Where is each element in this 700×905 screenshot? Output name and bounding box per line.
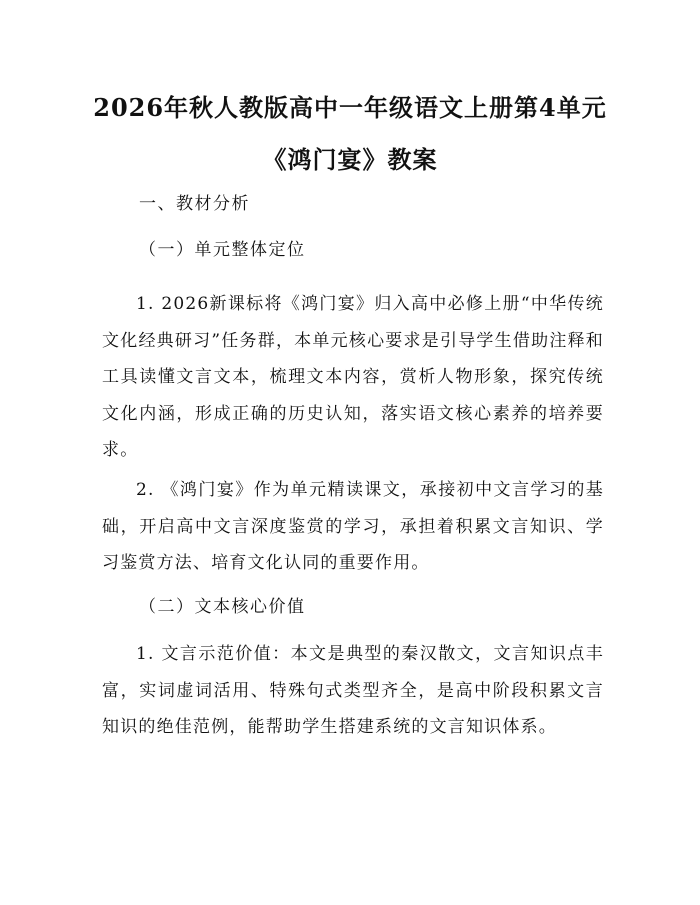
subsection-heading-text-core-value: （二）文本核心价值 [139,597,306,617]
paragraph-unit-positioning-2: 2. 《鸿门宴》作为单元精读课文，承接初中文言学习的基础，开启高中文言深度鉴赏的学习，承担着积累文言知识、学习鉴赏方法、培育文化认同的重要作用。 [102,480,604,573]
document-title: 2026年秋人教版高中一年级语文上册第4单元《鸿门宴》教案 [93,93,607,174]
subsection-heading-unit-positioning: （一）单元整体定位 [139,240,306,260]
paragraph-text-core-value-1: 1. 文言示范价值：本文是典型的秦汉散文，文言知识点丰富，实词虚词活用、特殊句式类型齐全，是高中阶段积累文言知识的绝佳范例，能帮助学生搭建系统的文言知识体系。 [102,644,604,737]
section-heading-textbook-analysis: 一、教材分析 [139,194,250,214]
paragraph-unit-positioning-1: 1. 2026新课标将《鸿门宴》归入高中必修上册“中华传统文化经典研习”任务群，本单元核心要求是引导学生借助注释和工具读懂文言文本，梳理文本内容，赏析人物形象，探究传统文化内涵，形成正确的历史认知，落实语文核心素养的培养要求。 [102,294,604,460]
